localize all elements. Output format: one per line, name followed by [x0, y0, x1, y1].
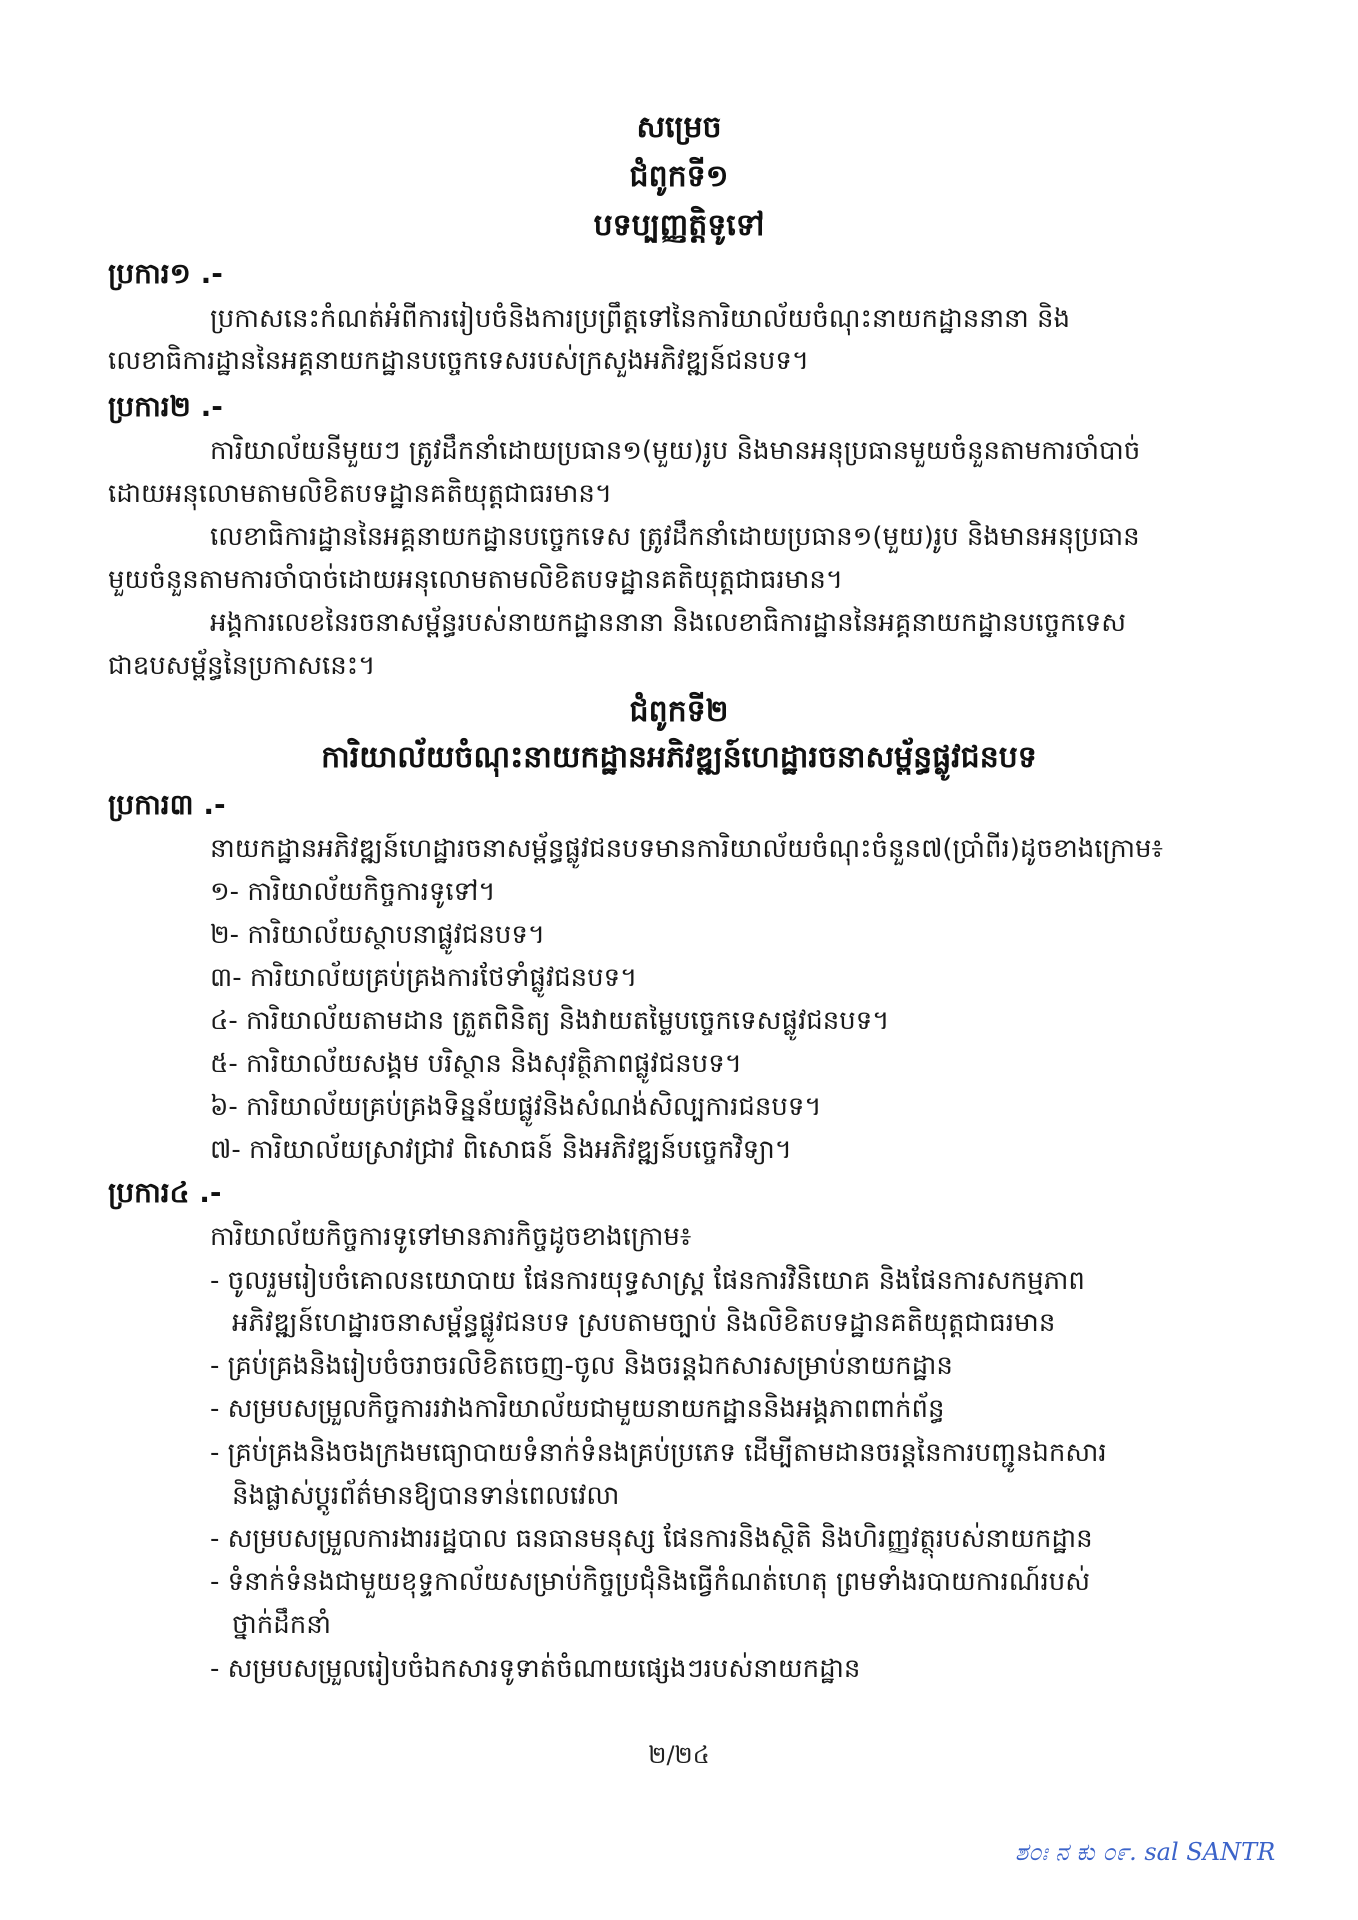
article-1-line: ប្រកាសនេះកំណត់អំពីការរៀបចំនិងការប្រព្រឹត្តទៅនៃការិយាល័យចំណុះនាយកដ្ឋាននានា និង: [210, 304, 1070, 334]
article-2-line: មួយចំនួនតាមការចាំបាច់ដោយអនុលោមតាមលិខិតបទដ្ឋានគតិយុត្តជាធរមាន។: [108, 565, 844, 595]
article-1-line: លេខាធិការដ្ឋាននៃអគ្គនាយកដ្ឋានបច្ចេកទេសរបស់ក្រសួងអភិវឌ្ឍន៍ជនបទ។: [108, 346, 810, 376]
chapter-2-title: ការិយាល័យចំណុះនាយកដ្ឋានអភិវឌ្ឍន៍ហេដ្ឋារចនាសម្ព័ន្ធផ្លូវជនបទ: [321, 740, 1037, 775]
duty-item: - គ្រប់គ្រងនិងរៀបចំចរាចរលិខិតចេញ-ចូល និងចរន្តឯកសារសម្រាប់នាយកដ្ឋាន: [210, 1351, 953, 1381]
decision-heading: សម្រេច: [636, 110, 722, 145]
page-number: ២/២៤: [648, 1741, 710, 1769]
office-list-item: ៥- ការិយាល័យសង្គម បរិស្ថាន និងសុវត្ថិភាពផ្លូវជនបទ។: [210, 1049, 742, 1079]
article-2-line: អង្គការលេខនៃរចនាសម្ព័ន្ធរបស់នាយកដ្ឋាននានា និងលេខាធិការដ្ឋាននៃអគ្គនាយកដ្ឋានបច្ចេកទេស: [210, 608, 1126, 638]
duty-item: - សម្របសម្រួលកិច្ចការរវាងការិយាល័យជាមួយនាយកដ្ឋាននិងអង្គភាពពាក់ព័ន្ធ: [210, 1394, 945, 1424]
office-list-item: ៧- ការិយាល័យស្រាវជ្រាវ ពិសោធន៍ និងអភិវឌ្ឍន៍បច្ចេកវិទ្យា។: [210, 1135, 792, 1165]
article-3-intro: នាយកដ្ឋានអភិវឌ្ឍន៍ហេដ្ឋារចនាសម្ព័ន្ធផ្លូវជនបទមានការិយាល័យចំណុះចំនួន៧(ប្រាំពីរ)ដូចខាងក្រោម៖: [210, 834, 1163, 864]
duty-item: - គ្រប់គ្រងនិងចងក្រងមធ្យោបាយទំនាក់ទំនងគ្រប់ប្រភេទ ដើម្បីតាមដានចរន្តនៃការបញ្ជូនឯកសារ: [210, 1438, 1107, 1468]
article-3-label: ប្រការ៣ .-: [108, 788, 226, 821]
duty-item-continuation: និងផ្លាស់ប្តូរព័ត៌មានឱ្យបានទាន់ពេលវេលា: [232, 1481, 620, 1511]
duty-item: - សម្របសម្រួលការងាររដ្ឋបាល ធនធានមនុស្ស ផែនការនិងស្ថិតិ និងហិរញ្ញវត្ថុរបស់នាយកដ្ឋាន: [210, 1524, 1093, 1554]
duty-item-continuation: អភិវឌ្ឍន៍ហេដ្ឋារចនាសម្ព័ន្ធផ្លូវជនបទ ស្របតាមច្បាប់ និងលិខិតបទដ្ឋានគតិយុត្តជាធរមាន: [232, 1308, 1056, 1338]
office-list-item: ៦- ការិយាល័យគ្រប់គ្រងទិន្នន័យផ្លូវនិងសំណង់សិល្បការជនបទ។: [210, 1092, 822, 1122]
article-2-line: លេខាធិការដ្ឋាននៃអគ្គនាយកដ្ឋានបច្ចេកទេស ត្រូវដឹកនាំដោយប្រធាន១(មួយ)រូប និងមានអនុប្រធាន: [210, 522, 1140, 552]
duty-item: - ទំនាក់ទំនងជាមួយខុទ្ទកាល័យសម្រាប់កិច្ចប្រជុំនិងធ្វើកំណត់ហេតុ ព្រមទាំងរបាយការណ៍របស់: [210, 1567, 1091, 1597]
duty-item-continuation: ថ្នាក់ដឹកនាំ: [232, 1610, 332, 1640]
office-list-item: ២- ការិយាល័យស្ថាបនាផ្លូវជនបទ។: [210, 920, 546, 950]
chapter-2-number: ជំពូកទី២: [629, 694, 729, 729]
chapter-1-number: ជំពូកទី១: [629, 159, 729, 194]
article-4-intro: ការិយាល័យកិច្ចការទូទៅមានភារកិច្ចដូចខាងក្រោម៖: [210, 1222, 692, 1252]
handwritten-initials: ಶ೦ಃ ನ ಕು ೦೯. sal SANTR: [1015, 1838, 1276, 1866]
article-1-label: ប្រការ១ .-: [108, 257, 223, 290]
duty-item: - សម្របសម្រួលរៀបចំឯកសារទូទាត់ចំណាយផ្សេងៗរបស់នាយកដ្ឋាន: [210, 1654, 861, 1684]
article-2-line: ការិយាល័យនីមួយៗ ត្រូវដឹកនាំដោយប្រធាន១(មួយ)រូប និងមានអនុប្រធានមួយចំនួនតាមការចាំបាច់: [210, 436, 1141, 466]
office-list-item: ១- ការិយាល័យកិច្ចការទូទៅ។: [210, 877, 496, 907]
office-list-item: ៣- ការិយាល័យគ្រប់គ្រងការថែទាំផ្លូវជនបទ។: [210, 963, 638, 993]
article-2-line: ដោយអនុលោមតាមលិខិតបទដ្ឋានគតិយុត្តជាធរមាន។: [108, 479, 613, 509]
duty-item: - ចូលរួមរៀបចំគោលនយោបាយ ផែនការយុទ្ធសាស្ត្រ ផែនការវិនិយោគ និងផែនការសកម្មភាព: [210, 1266, 1085, 1296]
article-2-label: ប្រការ២ .-: [108, 390, 223, 423]
chapter-1-title: បទប្បញ្ញត្តិទូទៅ: [593, 208, 765, 243]
article-4-label: ប្រការ៤ .-: [108, 1176, 222, 1209]
office-list-item: ៤- ការិយាល័យតាមដាន ត្រួតពិនិត្យ និងវាយតម្លៃបច្ចេកទេសផ្លូវជនបទ។: [210, 1006, 890, 1036]
article-2-line: ជាឧបសម្ព័ន្ធនៃប្រកាសនេះ។: [108, 651, 376, 681]
